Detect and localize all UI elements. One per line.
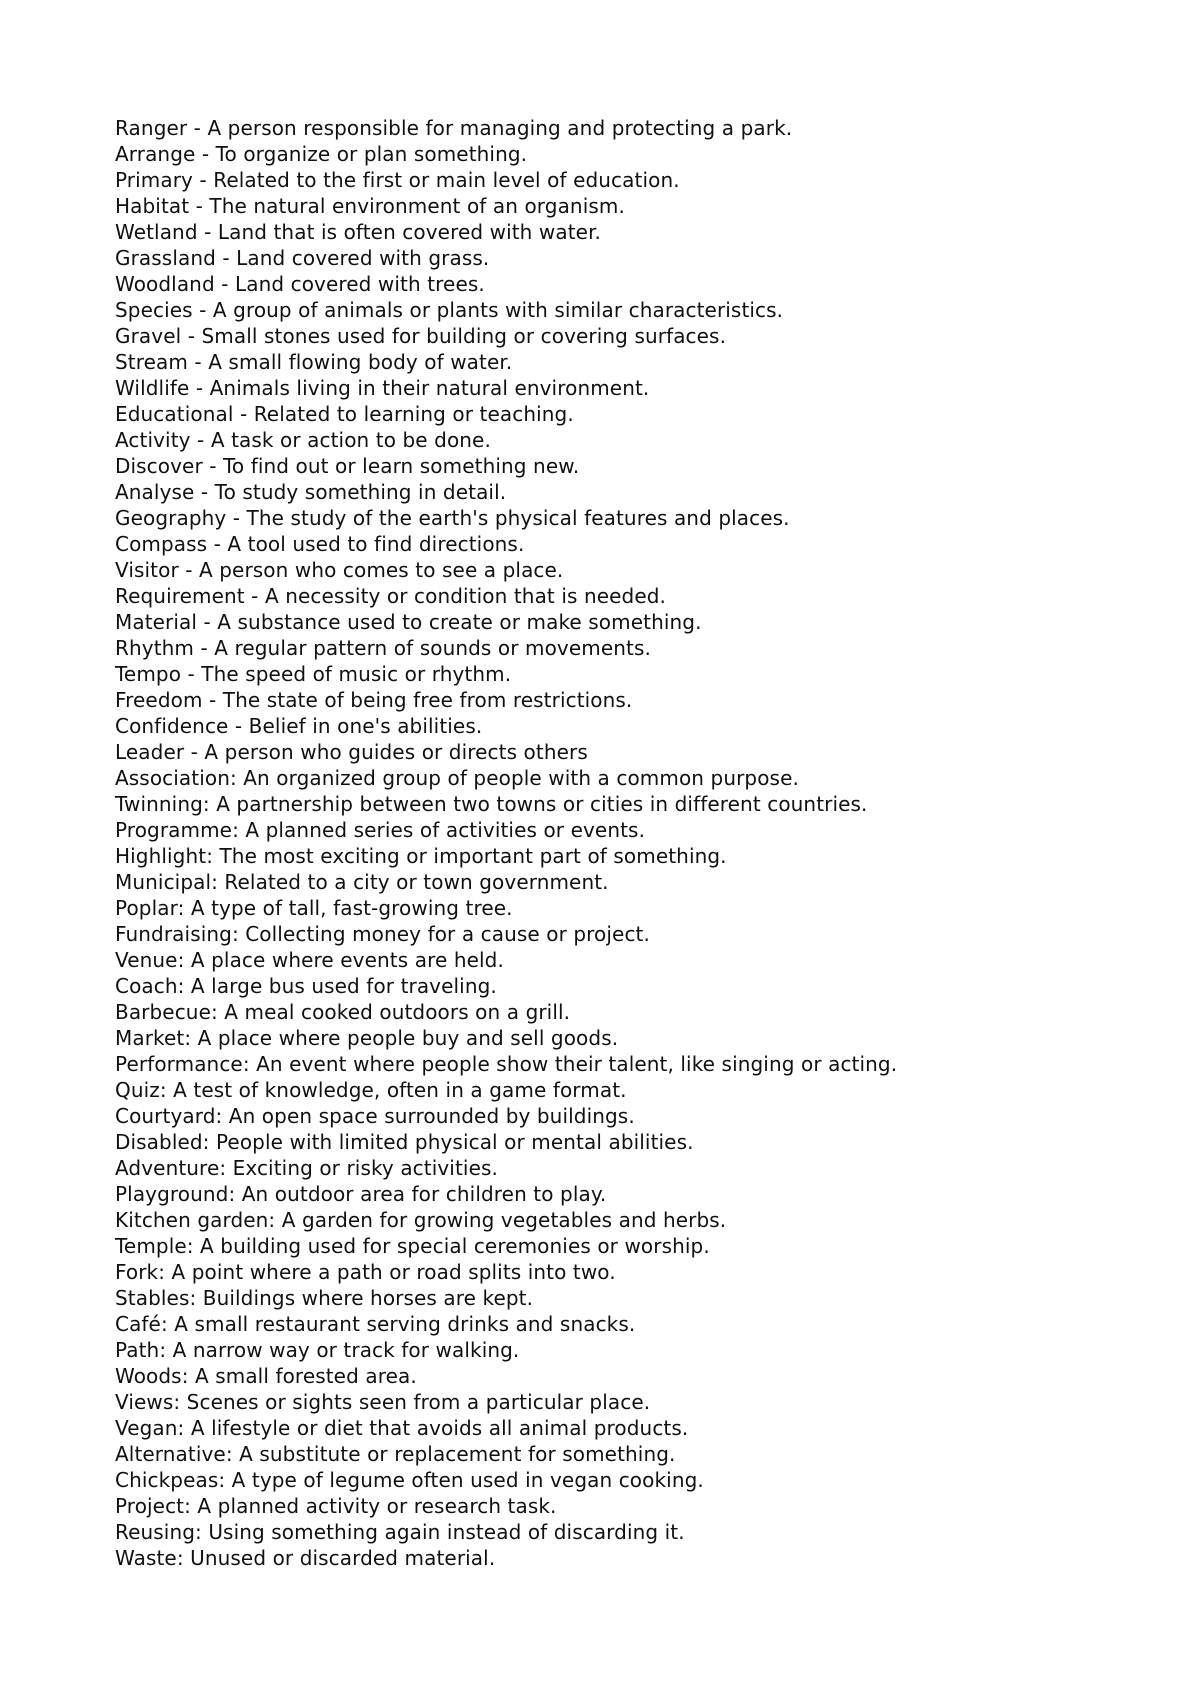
glossary-entry: Poplar: A type of tall, fast-growing tree.	[115, 896, 513, 920]
glossary-entry: Wetland - Land that is often covered with water.	[115, 220, 602, 244]
glossary-entry: Kitchen garden: A garden for growing vegetables and herbs.	[115, 1208, 727, 1232]
glossary-entry: Chickpeas: A type of legume often used in vegan cooking.	[115, 1468, 704, 1492]
glossary-entry: Municipal: Related to a city or town government.	[115, 870, 609, 894]
glossary-entry: Reusing: Using something again instead of discarding it.	[115, 1520, 685, 1544]
glossary-entry: Material - A substance used to create or make something.	[115, 610, 702, 634]
glossary-entry: Highlight: The most exciting or important part of something.	[115, 844, 727, 868]
glossary-entry: Playground: An outdoor area for children to play.	[115, 1182, 607, 1206]
glossary-entry: Visitor - A person who comes to see a place.	[115, 558, 564, 582]
glossary-entry: Market: A place where people buy and sell goods.	[115, 1026, 619, 1050]
glossary-entry: Café: A small restaurant serving drinks and snacks.	[115, 1312, 636, 1336]
glossary-entry: Waste: Unused or discarded material.	[115, 1546, 496, 1570]
glossary-entry: Quiz: A test of knowledge, often in a game format.	[115, 1078, 627, 1102]
glossary-entry: Performance: An event where people show their talent, like singing or acting.	[115, 1052, 898, 1076]
glossary-entry: Barbecue: A meal cooked outdoors on a grill.	[115, 1000, 571, 1024]
glossary-entry: Tempo - The speed of music or rhythm.	[115, 662, 512, 686]
glossary-entry: Ranger - A person responsible for managing and protecting a park.	[115, 116, 793, 140]
glossary-entry: Views: Scenes or sights seen from a particular place.	[115, 1390, 651, 1414]
glossary-entry: Confidence - Belief in one's abilities.	[115, 714, 483, 738]
glossary-entry: Species - A group of animals or plants with similar characteristics.	[115, 298, 784, 322]
glossary-entry: Educational - Related to learning or teaching.	[115, 402, 574, 426]
glossary-entry: Adventure: Exciting or risky activities.	[115, 1156, 498, 1180]
glossary-entry: Stables: Buildings where horses are kept.	[115, 1286, 534, 1310]
glossary-entry: Wildlife - Animals living in their natural environment.	[115, 376, 650, 400]
glossary-entry: Path: A narrow way or track for walking.	[115, 1338, 520, 1362]
glossary-entry: Grassland - Land covered with grass.	[115, 246, 490, 270]
glossary-entry: Requirement - A necessity or condition that is needed.	[115, 584, 666, 608]
glossary-entry: Disabled: People with limited physical or mental abilities.	[115, 1130, 694, 1154]
glossary-entry: Association: An organized group of people with a common purpose.	[115, 766, 799, 790]
glossary-entry: Geography - The study of the earth's physical features and places.	[115, 506, 790, 530]
glossary-entry: Temple: A building used for special ceremonies or worship.	[115, 1234, 710, 1258]
glossary-entry: Project: A planned activity or research task.	[115, 1494, 557, 1518]
glossary-entry: Activity - A task or action to be done.	[115, 428, 491, 452]
glossary-entry: Freedom - The state of being free from restrictions.	[115, 688, 633, 712]
glossary-entry: Fundraising: Collecting money for a cause or project.	[115, 922, 650, 946]
glossary-entry: Courtyard: An open space surrounded by buildings.	[115, 1104, 635, 1128]
glossary-entry: Gravel - Small stones used for building or covering surfaces.	[115, 324, 727, 348]
glossary-entry: Woods: A small forested area.	[115, 1364, 417, 1388]
glossary-entry: Alternative: A substitute or replacement for something.	[115, 1442, 676, 1466]
glossary-list	[115, 115, 1115, 1571]
glossary-entry: Habitat - The natural environment of an organism.	[115, 194, 625, 218]
glossary-entry: Arrange - To organize or plan something.	[115, 142, 528, 166]
glossary-entry: Primary - Related to the first or main level of education.	[115, 168, 680, 192]
glossary-entry: Rhythm - A regular pattern of sounds or movements.	[115, 636, 651, 660]
glossary-entry: Analyse - To study something in detail.	[115, 480, 507, 504]
glossary-entry: Fork: A point where a path or road splits into two.	[115, 1260, 616, 1284]
glossary-entry: Programme: A planned series of activities or events.	[115, 818, 646, 842]
glossary-entry: Leader - A person who guides or directs others	[115, 740, 588, 764]
glossary-entry: Stream - A small flowing body of water.	[115, 350, 513, 374]
glossary-entry: Coach: A large bus used for traveling.	[115, 974, 497, 998]
glossary-entry: Vegan: A lifestyle or diet that avoids all animal products.	[115, 1416, 689, 1440]
glossary-entry: Twinning: A partnership between two towns or cities in different countries.	[115, 792, 868, 816]
glossary-entry: Woodland - Land covered with trees.	[115, 272, 485, 296]
glossary-entry: Compass - A tool used to find directions.	[115, 532, 525, 556]
glossary-entry: Discover - To find out or learn something new.	[115, 454, 580, 478]
glossary-entry: Venue: A place where events are held.	[115, 948, 504, 972]
